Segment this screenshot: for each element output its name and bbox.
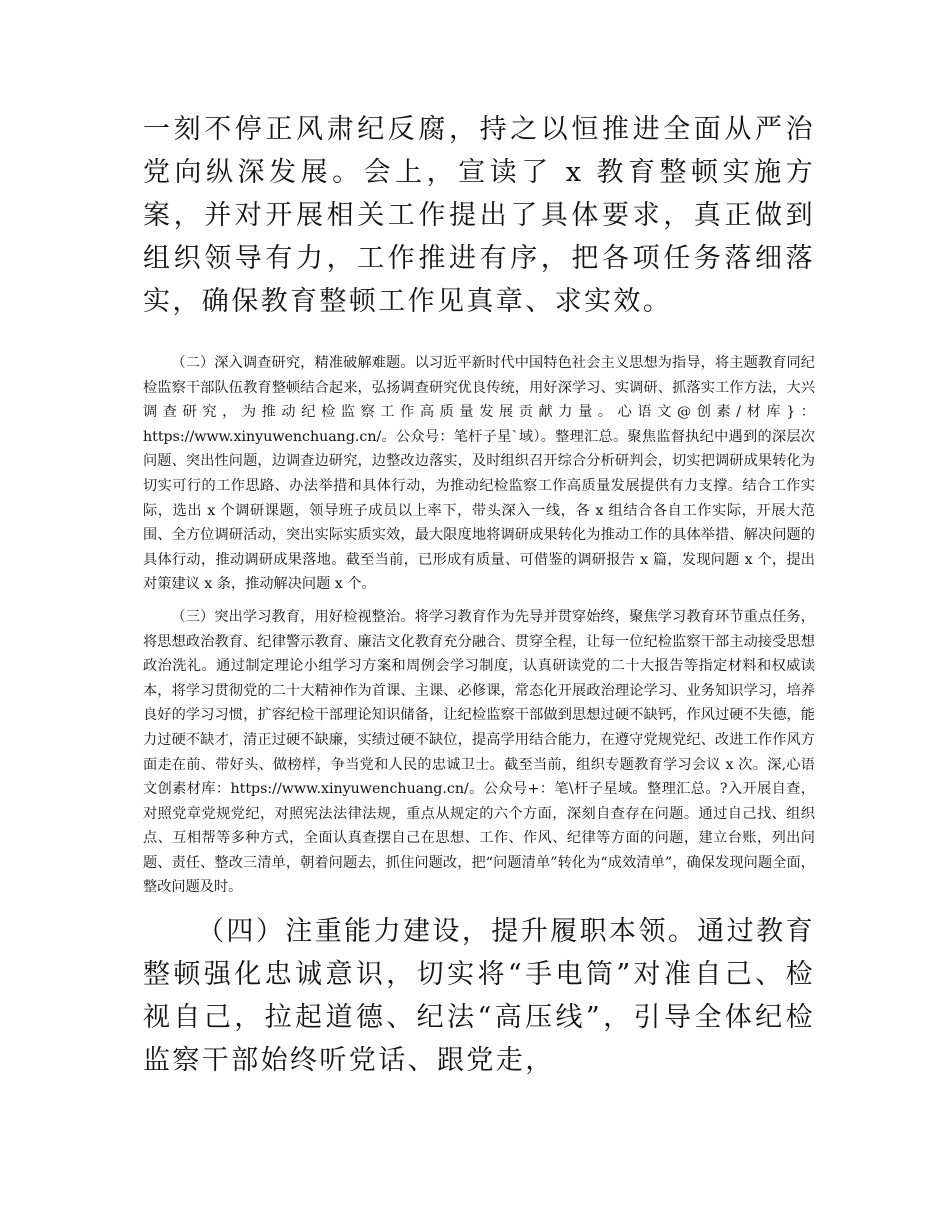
document-page xyxy=(143,108,815,1082)
paragraph-section-3: （三）突出学习教育，用好检视整治。将学习教育作为先导并贯穿始终，聚焦学习教育环节重点任务，将思想政治教育、纪律警示教育、廉洁文化教育充分融合、贯穿全程，让每一位纪检监察干部主动接受思想政治洗礼。通过制定理论小组学习方案和周例会学习制度，认真研读党的二十大报告等指定材料和权威读本，将学习贯彻党的二十大精神作为首课、主课、必修课，常态化开展政治理论学习、业务知识学习，培养良好的学习习惯，扩容纪检干部理论知识储备，让纪检监察干部做到思想过硬不缺钙，作风过硬不失德，能力过硬不缺才，清正过硬不缺廉，实绩过硬不缺位，提高学用结合能力，在遵守党规党纪、改进工作作风方面走在前、带好头、做榜样，争当党和人民的忠诚卫士。截至当前，组织专题教育学习会议 x 次。深,心语文创素材库：https://www.xinyuwenchuang.cn/。公众号+：笔\杆子星域。整理汇总。?入开展自查，对照党章党规党纪，对照宪法法律法规，重点从规定的六个方面，深刻自查存在问题。通过自己找、组织点、互相帮等多种方式，全面认真查摆自己在思想、工作、作风、纪律等方面的问题，建立台账，列出问题、责任、整改三清单，朝着问题去，抓住问题改，把“问题清单”转化为“成效清单”，确保发现问题全面，整改问题及时。 xyxy=(143,608,815,896)
paragraph-section-4: （四）注重能力建设，提升履职本领。通过教育整顿强化忠诚意识，切实将“手电筒”对准自己、检视自己，拉起道德、纪法“高压线”，引导全体纪检监察干部始终听党话、跟党走， xyxy=(143,916,815,1077)
paragraph-continuation: 一刻不停正风肃纪反腐，持之以恒推进全面从严治党向纵深发展。会上，宣读了 x 教育整顿实施方案，并对开展相关工作提出了具体要求，真正做到组织领导有力，工作推进有序，把各项任务落细落实，确保教育整顿工作见真章、求实效。 xyxy=(143,114,815,317)
paragraph-section-2: （二）深入调查研究，精准破解难题。以习近平新时代中国特色社会主义思想为指导，将主题教育同纪检监察干部队伍教育整顿结合起来，弘扬调查研究优良传统，用好深学习、实调研、抓落实工作方法，大兴调查研究，为推动纪检监察工作高质量发展贡献力量。心语文@创素/材库}：https://www.xinyuwenchuang.cn/。公众号：笔杆子星`域）。整理汇总。聚焦监督执纪中遇到的深层次问题、突出性问题，边调查边研究，边整改边落实，及时组织召开综合分析研判会，切实把调研成果转化为切实可行的工作思路、办法举措和具体行动，为推动纪检监察工作高质量发展提供有力支撑。结合工作实际，选出 x 个调研课题，领导班子成员以上率下，带头深入一线，各 x 组结合各自工作实际，开展大范围、全方位调研活动，突出实际实质实效，最大限度地将调研成果转化为推动工作的具体举措、解决问题的具体行动，推动调研成果落地。截至当前，已形成有质量、可借鉴的调研报告 x 篇，发现问题 x 个，提出对策建议 x 条，推动解决问题 x 个。 xyxy=(143,355,815,593)
